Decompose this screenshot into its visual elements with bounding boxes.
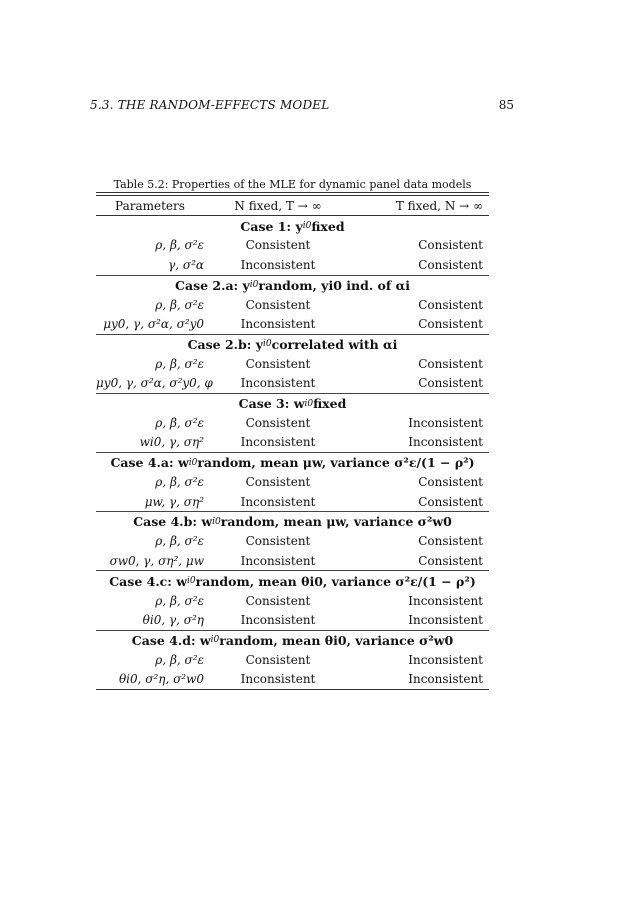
column-header-row bbox=[96, 196, 489, 215]
t-fixed-cell: Consistent bbox=[418, 534, 483, 549]
param-cell: ρ, β, σ²ε bbox=[155, 475, 204, 490]
param-cell: γ, σ²α bbox=[168, 257, 204, 272]
table-row bbox=[96, 354, 489, 373]
n-fixed-cell: Consistent bbox=[245, 593, 311, 608]
case-title-subscript: i0 bbox=[188, 457, 198, 468]
case-title-rest: random, mean μw, variance σ²w0 bbox=[220, 514, 452, 530]
case-heading bbox=[96, 453, 489, 472]
n-fixed-cell: Consistent bbox=[245, 534, 311, 549]
t-fixed-cell: Inconsistent bbox=[408, 652, 483, 667]
t-fixed-cell: Inconsistent bbox=[408, 435, 483, 450]
col-header-parameters: Parameters bbox=[115, 198, 185, 213]
param-cell: ρ, β, σ²ε bbox=[155, 297, 204, 312]
table-caption: Table 5.2: Properties of the MLE for dynamic panel data models bbox=[113, 178, 472, 191]
table-body bbox=[96, 216, 489, 689]
case-title: Case 3: w bbox=[238, 396, 305, 412]
param-cell: ρ, β, σ²ε bbox=[155, 238, 204, 253]
table-row bbox=[96, 295, 489, 314]
case-title-subscript: i0 bbox=[249, 280, 259, 291]
table-row bbox=[96, 472, 489, 491]
n-fixed-cell: Consistent bbox=[245, 297, 311, 312]
n-fixed-cell: Consistent bbox=[245, 415, 311, 430]
case-title: Case 2.b: y bbox=[187, 336, 263, 352]
param-cell: θi0, γ, σ²η bbox=[142, 612, 204, 627]
page-number: 85 bbox=[498, 98, 514, 112]
results-table bbox=[96, 178, 489, 690]
table-row bbox=[96, 610, 489, 629]
bottom-rule bbox=[96, 689, 489, 690]
param-cell: ρ, β, σ²ε bbox=[155, 534, 204, 549]
t-fixed-cell: Consistent bbox=[418, 494, 483, 509]
running-header bbox=[90, 98, 514, 112]
n-fixed-cell: Inconsistent bbox=[240, 257, 316, 272]
case-heading bbox=[96, 335, 489, 354]
table-row bbox=[96, 591, 489, 610]
col-header-n-fixed: N fixed, T → ∞ bbox=[234, 198, 322, 213]
case-heading bbox=[96, 631, 489, 650]
param-cell: σw0, γ, ση², μw bbox=[109, 553, 204, 568]
n-fixed-cell: Inconsistent bbox=[240, 612, 316, 627]
case-title-subscript: i0 bbox=[210, 635, 220, 646]
n-fixed-cell: Inconsistent bbox=[240, 672, 316, 687]
case-title-rest: random, yi0 ind. of αi bbox=[258, 277, 410, 293]
table-row bbox=[96, 532, 489, 551]
case-title: Case 4.a: w bbox=[110, 455, 189, 471]
table-row bbox=[96, 413, 489, 432]
t-fixed-cell: Inconsistent bbox=[408, 593, 483, 608]
t-fixed-cell: Inconsistent bbox=[408, 672, 483, 687]
t-fixed-cell: Consistent bbox=[418, 475, 483, 490]
table-row bbox=[96, 551, 489, 570]
table-row bbox=[96, 650, 489, 669]
n-fixed-cell: Consistent bbox=[245, 238, 311, 253]
section-title: 5.3. THE RANDOM-EFFECTS MODEL bbox=[90, 98, 330, 112]
case-title-rest: random, mean θi0, variance σ²ε/(1 − ρ²) bbox=[195, 573, 476, 589]
param-cell: θi0, σ²η, σ²w0 bbox=[118, 672, 204, 687]
param-cell: ρ, β, σ²ε bbox=[155, 652, 204, 667]
table-row bbox=[96, 374, 489, 393]
case-title-rest: fixed bbox=[311, 218, 345, 234]
table-row bbox=[96, 492, 489, 511]
t-fixed-cell: Consistent bbox=[418, 317, 483, 332]
param-cell: ρ, β, σ²ε bbox=[155, 593, 204, 608]
t-fixed-cell: Inconsistent bbox=[408, 612, 483, 627]
case-title: Case 1: y bbox=[240, 218, 303, 234]
n-fixed-cell: Inconsistent bbox=[240, 553, 316, 568]
param-cell: μw, γ, ση² bbox=[144, 494, 204, 509]
n-fixed-cell: Consistent bbox=[245, 475, 311, 490]
case-title: Case 4.d: w bbox=[131, 632, 211, 648]
case-heading bbox=[96, 512, 489, 531]
case-title-subscript: i0 bbox=[212, 516, 221, 527]
case-title-subscript: i0 bbox=[187, 576, 196, 587]
n-fixed-cell: Inconsistent bbox=[240, 376, 316, 391]
table-row bbox=[96, 669, 489, 688]
param-cell: μy0, γ, σ²α, σ²y0, φ bbox=[96, 376, 213, 391]
case-heading bbox=[96, 394, 489, 413]
case-title-rest: random, mean θi0, variance σ²w0 bbox=[219, 632, 454, 648]
t-fixed-cell: Consistent bbox=[418, 297, 483, 312]
case-heading bbox=[96, 216, 489, 235]
n-fixed-cell: Consistent bbox=[245, 652, 311, 667]
table-row bbox=[96, 255, 489, 274]
case-title-rest: random, mean μw, variance σ²ε/(1 − ρ²) bbox=[197, 455, 475, 471]
n-fixed-cell: Consistent bbox=[245, 356, 311, 371]
case-title-rest: correlated with αi bbox=[271, 336, 398, 352]
case-heading bbox=[96, 571, 489, 590]
case-title-subscript: i0 bbox=[304, 398, 314, 409]
param-cell: ρ, β, σ²ε bbox=[155, 415, 204, 430]
param-cell: μy0, γ, σ²α, σ²y0 bbox=[103, 317, 204, 332]
n-fixed-cell: Inconsistent bbox=[240, 494, 316, 509]
table-row bbox=[96, 433, 489, 452]
case-title: Case 4.b: w bbox=[133, 514, 213, 530]
case-title-subscript: i0 bbox=[302, 221, 312, 232]
t-fixed-cell: Consistent bbox=[418, 257, 483, 272]
table-row bbox=[96, 314, 489, 333]
case-title-subscript: i0 bbox=[262, 339, 272, 350]
t-fixed-cell: Inconsistent bbox=[408, 415, 483, 430]
param-cell: wi0, γ, ση² bbox=[139, 435, 204, 450]
param-cell: ρ, β, σ²ε bbox=[155, 356, 204, 371]
t-fixed-cell: Consistent bbox=[418, 376, 483, 391]
t-fixed-cell: Consistent bbox=[418, 356, 483, 371]
case-heading bbox=[96, 276, 489, 295]
case-title-rest: fixed bbox=[313, 396, 347, 412]
t-fixed-cell: Consistent bbox=[418, 238, 483, 253]
n-fixed-cell: Inconsistent bbox=[240, 317, 316, 332]
n-fixed-cell: Inconsistent bbox=[240, 435, 316, 450]
case-title: Case 2.a: y bbox=[175, 277, 250, 293]
col-header-t-fixed: T fixed, N → ∞ bbox=[395, 198, 483, 213]
t-fixed-cell: Consistent bbox=[418, 553, 483, 568]
case-title: Case 4.c: w bbox=[109, 573, 188, 589]
table-row bbox=[96, 236, 489, 255]
